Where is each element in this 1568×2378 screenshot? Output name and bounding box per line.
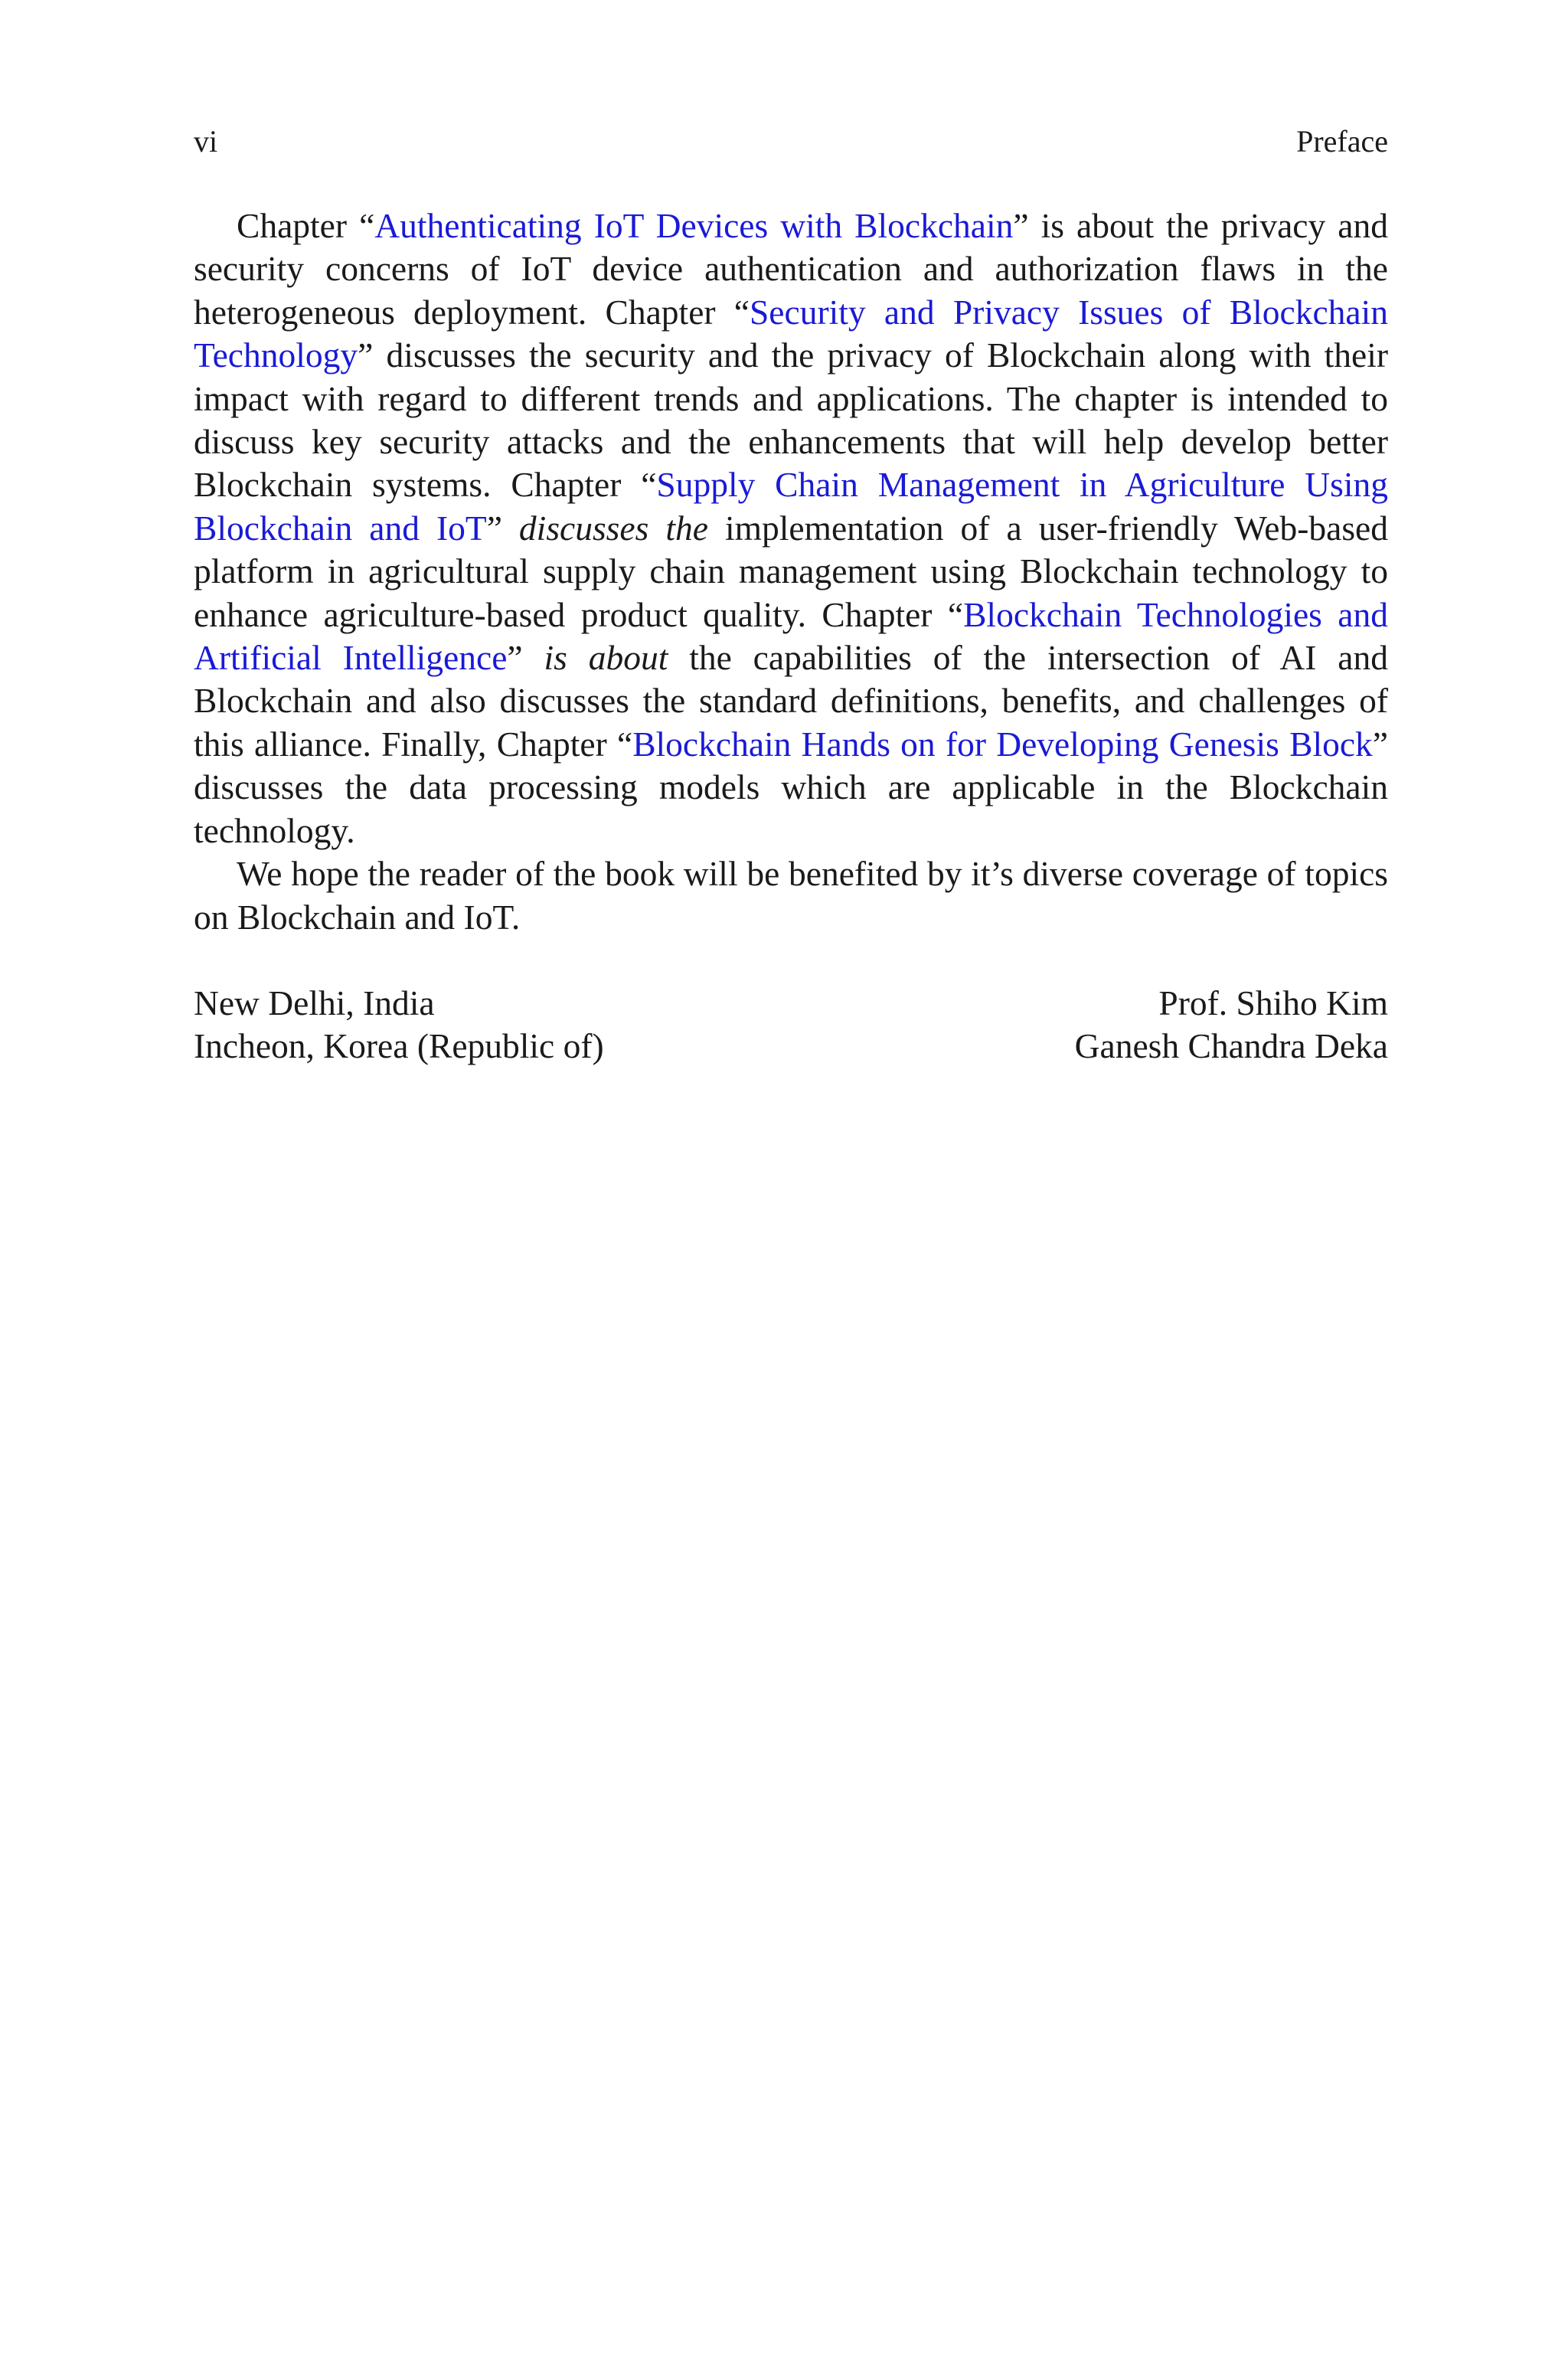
text-segment: ” discusses the security and the privacy of Blockchain along with their impact with regard to different trends and applications. The chapter is intended to discuss key security attacks and the enhancements that will help develop better Blockchain systems. Chapter “ xyxy=(194,335,1388,505)
italic-phrase: is about xyxy=(544,638,668,678)
chapter-link-supply-chain[interactable]: Supply Chain Management in Agriculture Using Blockchain and IoT xyxy=(194,465,1389,548)
text-segment: implementation of a user-friendly Web-based platform in agricultural supply chain management using Blockchain technology to enhance agriculture-based product quality. Chapter “ xyxy=(194,508,1389,634)
text-segment: ” is about the privacy and security concerns of IoT device authentication and authorization flaws in the heterogeneous deployment. Chapter “ xyxy=(194,206,1388,332)
page-number: vi xyxy=(194,124,218,159)
text-segment: ” xyxy=(486,508,519,548)
chapter-link-blockchain-ai[interactable]: Blockchain Technologies and Artificial Intelligence xyxy=(194,594,1388,678)
chapter-link-security-privacy[interactable]: Security and Privacy Issues of Blockchain Technology xyxy=(194,292,1388,375)
text-segment: Chapter “ xyxy=(237,206,375,245)
page-header xyxy=(194,123,1388,161)
paragraph-chapter-summaries xyxy=(194,204,1388,852)
chapter-link-authenticating-iot[interactable]: Authenticating IoT Devices with Blockchain xyxy=(374,206,1014,245)
preface-body xyxy=(194,204,1388,939)
signature-author: Prof. Shiho Kim xyxy=(1158,983,1388,1022)
signature-block xyxy=(194,982,1388,1068)
text-segment: ” discusses the data processing models which are applicable in the Blockchain technology. xyxy=(194,724,1388,850)
chapter-link-genesis-block[interactable]: Blockchain Hands on for Developing Genesis Block xyxy=(632,724,1373,764)
italic-phrase: discusses the xyxy=(518,508,708,548)
running-title: Preface xyxy=(1296,124,1388,159)
signature-row xyxy=(194,982,1388,1025)
signature-row xyxy=(194,1025,1388,1068)
text-segment: ” xyxy=(507,638,544,678)
text-segment: the capabilities of the intersection of AI and Blockchain and also discusses the standard definitions, benefits, and challenges of this alliance. Finally, Chapter “ xyxy=(194,638,1388,764)
signature-location: Incheon, Korea (Republic of) xyxy=(194,1026,604,1066)
signature-author: Ganesh Chandra Deka xyxy=(1074,1026,1388,1066)
signature-location: New Delhi, India xyxy=(194,983,435,1022)
paragraph-closing: We hope the reader of the book will be benefited by it’s diverse coverage of topics on Blockchain and IoT. xyxy=(194,854,1388,937)
